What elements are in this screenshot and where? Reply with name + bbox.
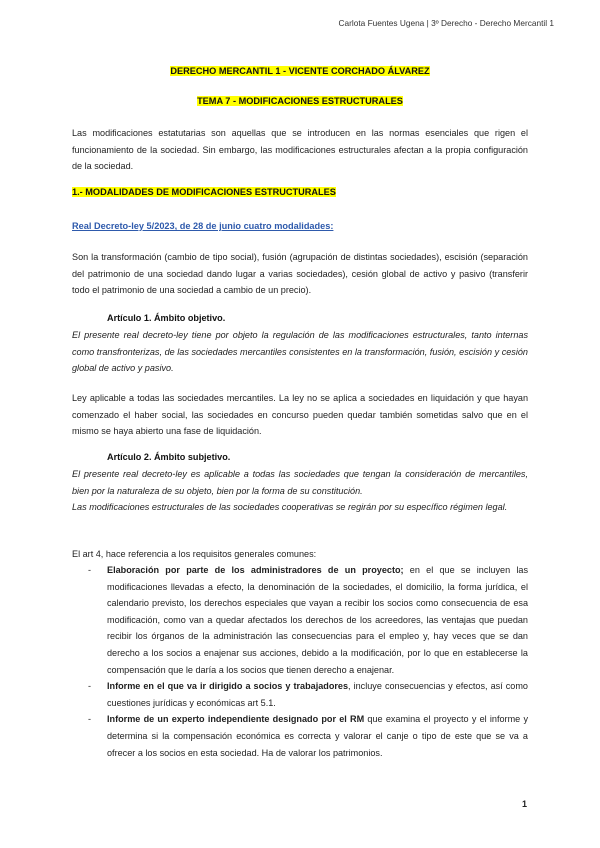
list-dash: - (88, 714, 92, 725)
list-item-bold: Elaboración por parte de los administradores de un proyecto; (107, 565, 404, 575)
topic-title-text: TEMA 7 - MODIFICACIONES ESTRUCTURALES (197, 96, 403, 106)
page-header: Carlota Fuentes Ugena | 3º Derecho - Derecho Mercantil 1 (338, 18, 554, 28)
document-title-text: DERECHO MERCANTIL 1 - VICENTE CORCHADO ÁLVAREZ (170, 66, 430, 76)
list-item (88, 711, 528, 761)
list-item-text: en el que se incluyen las modificaciones llevadas a efecto, la denominación de la sociedades, el domicilio, la forma jurídica, el calendario previsto, los derechos especiales que vayan a recibir los socios como consecuencia de esa modificación, como van a quedar afectados los derechos de los acreedores, las ventajas que puedan recibir los órganos de la administración las consecuencias para el empleo y, hay veces que se dan derecho a los socios a enajenar sus acciones, debido a la modificación, por lo que en establecerse la compensación que le daría a los socios que tienen derecho a enajenar. (107, 565, 528, 675)
modalities-paragraph: Son la transformación (cambio de tipo social), fusión (agrupación de distintas sociedades), escisión (separación del patrimonio de una sociedad dando lugar a varias sociedades), cesión global de activo y pasivo (transferir todo el patrimonio de una sociedad a cambio de un precio). (72, 252, 528, 296)
list-item (88, 678, 528, 711)
decree-link[interactable]: Real Decreto-ley 5/2023, de 28 de junio cuatro modalidades: (72, 221, 334, 231)
requirements-list (88, 562, 528, 761)
topic-title (0, 96, 600, 106)
section-heading (72, 187, 336, 197)
art4-intro: El art 4, hace referencia a los requisitos generales comunes: (72, 549, 317, 559)
list-dash: - (88, 565, 92, 575)
page-number: 1 (522, 799, 528, 809)
intro-paragraph: Las modificaciones estatutarias son aquellas que se introducen en las normas esenciales que rigen el funcionamiento de la sociedad. Sin embargo, las modificaciones estructurales afectan a la propia configuración de la sociedad. (72, 128, 528, 172)
section-heading-text: 1.- MODALIDADES DE MODIFICACIONES ESTRUCTURALES (72, 187, 336, 197)
article1-quote: El presente real decreto-ley tiene por objeto la regulación de las modificaciones estructurales, tanto internas como transfronterizas, de las sociedades mercantiles consistentes en la transformación, fusión, escisión y cesión global de activo y pasivo. (72, 330, 528, 374)
article2-quote1: El presente real decreto-ley es aplicable a todas las sociedades que tengan la consideración de mercantiles, bien por la naturaleza de su objeto, bien por la forma de su constitución. (72, 469, 528, 496)
article1-title: Artículo 1. Ámbito objetivo. (107, 313, 226, 323)
document-title (0, 66, 600, 76)
list-item-bold: Informe de un experto independiente designado por el RM (107, 714, 365, 725)
article1-note: Ley aplicable a todas las sociedades mercantiles. La ley no se aplica a sociedades en liquidación y que hayan comenzado el haber social, las sociedades en concurso pueden quedar también sometidas salvo que en el mismo se haya abierto una fase de liquidación. (72, 393, 528, 437)
list-item-text: que examina el proyecto y el informe y determina si la compensación económica es correcta y valorar el canje o tipo de este que se va a ofrecer a los socios en esta sociedad. Ha de valorar los patrimonios. (107, 714, 528, 758)
article2-title: Artículo 2. Ámbito subjetivo. (107, 452, 231, 462)
list-dash: - (88, 681, 92, 692)
list-item-bold: Informe en el que va ir dirigido a socios y trabajadores (107, 681, 349, 692)
article2-quote2: Las modificaciones estructurales de las sociedades cooperativas se regirán por su específico régimen legal. (72, 502, 508, 512)
list-item (88, 562, 528, 678)
list-item-text: , incluye consecuencias y efectos, así como cuestiones jurídicas y económicas art 5.1. (107, 681, 528, 708)
